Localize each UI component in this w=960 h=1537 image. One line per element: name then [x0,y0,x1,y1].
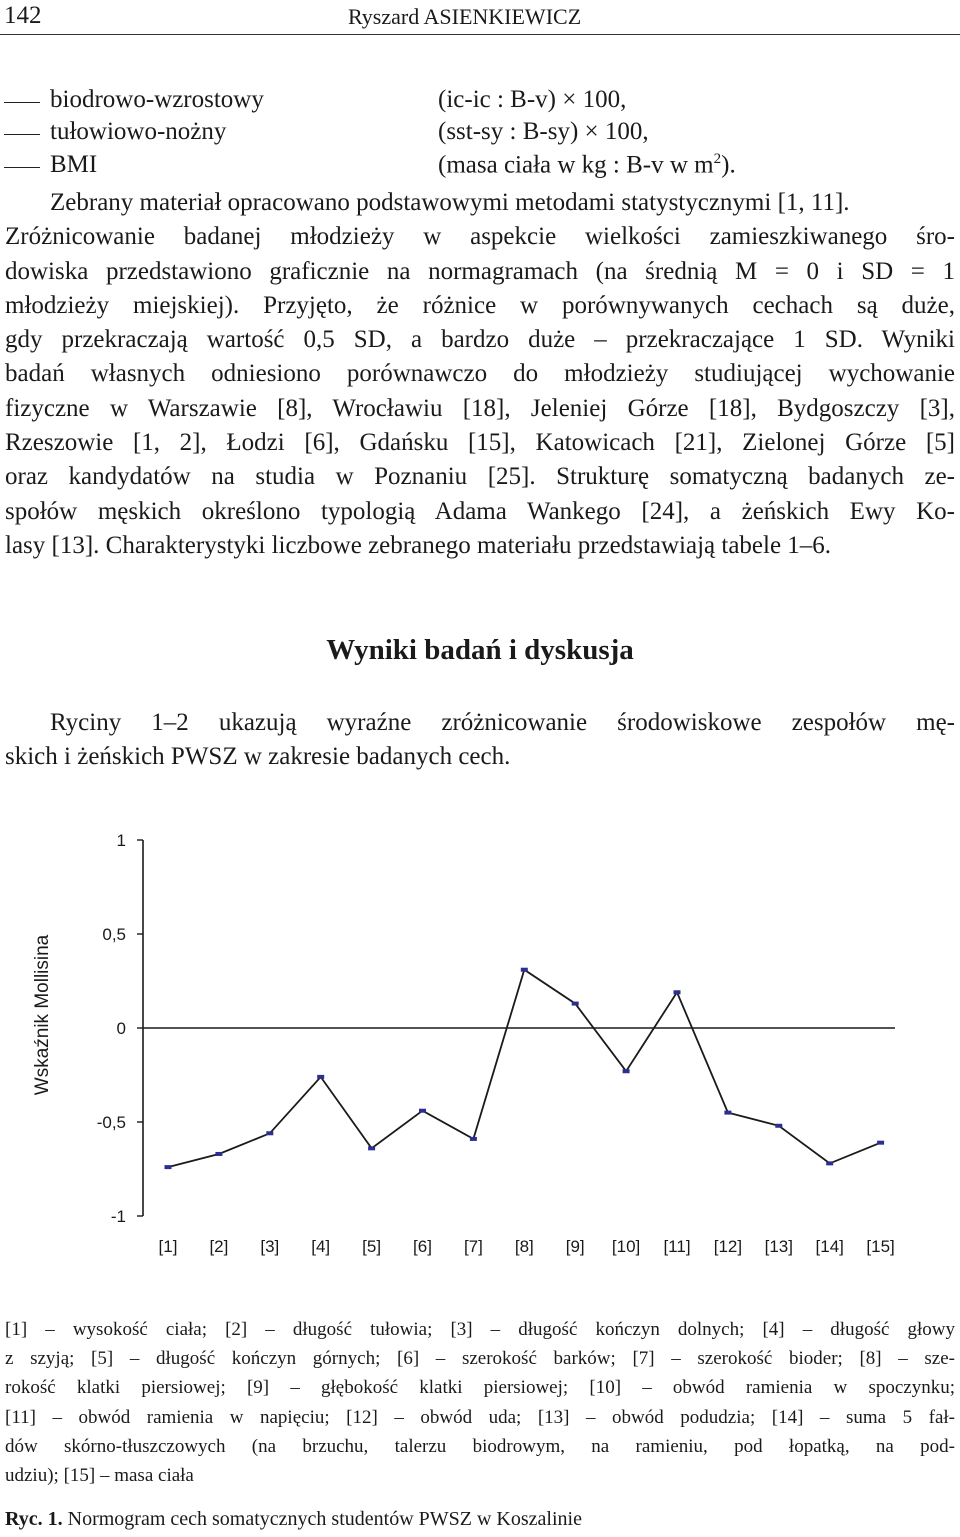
x-tick-label: [15] [866,1237,895,1256]
y-tick-label: 1 [116,831,126,850]
data-point [368,1146,375,1150]
legend-line: udziu); [15] – masa ciała [5,1465,194,1487]
chart-axes [143,840,895,1216]
normogram-chart [0,820,960,1270]
text-line: lasy [13]. Charakterystyki liczbowe zebranego materiału przedstawiają tabele 1–6. [5,531,832,559]
data-point [674,990,681,994]
x-tick-label: [4] [311,1237,331,1256]
data-point [572,1002,579,1006]
em-dash [4,167,40,168]
figure-caption-text: Normogram cech somatycznych studentów PWSZ w Koszalinie [67,1508,582,1530]
x-tick-label: [1] [158,1237,178,1256]
text-line: Zebrany materiał opracowano podstawowymi metodami statystycznymi [1, 11]. [50,189,850,216]
running-head: Ryszard ASIENKIEWICZ [348,4,582,29]
em-dash [4,102,40,103]
text-line: młodzieży miejskiej). Przyjęto, że różnice w porównywanych cechach są duże, [5,291,955,319]
formula-superscript: 2 [713,151,722,167]
figure-label: Ryc. 1. [5,1508,63,1530]
data-point [317,1075,324,1079]
x-tick-label: [13] [764,1237,793,1256]
x-tick-label: [9] [565,1237,585,1256]
formula-name: BMI [50,151,98,178]
x-tick-label: [2] [209,1237,229,1256]
y-tick-label: 0,5 [102,925,126,944]
x-tick-label: [5] [362,1237,382,1256]
series-markers [165,968,885,1169]
formula-name: tułowiowo-nożny [50,118,227,145]
text-line: społów męskich określono typologią Adama Wankego [24], a żeńskich Ewy Ko- [5,497,955,525]
page-header [0,0,960,37]
x-tick-label: [14] [815,1237,844,1256]
data-point [521,968,528,972]
body-paragraph [5,186,955,563]
data-point [165,1165,172,1169]
data-point [826,1161,833,1165]
x-tick-label: [11] [663,1237,691,1256]
formula-name: biodrowo-wzrostowy [50,86,264,113]
formula-expression-text: (masa ciała w kg : B-v w m [438,151,714,179]
data-point [266,1131,273,1135]
text-line: Zróżnicowanie badanej młodzieży w aspekcie wielkości zamieszkiwanego śro- [5,223,955,251]
data-point [470,1137,477,1141]
legend-line: dów skórno-tłuszczowych (na brzuchu, talerzu biodrowym, na ramieniu, pod łopatką, na pod- [5,1435,955,1457]
y-tick-label: -1 [110,1207,126,1226]
text-line: oraz kandydatów na studia w Poznaniu [25]. Strukturę somatyczną badanych ze- [5,463,955,491]
series-line [168,970,881,1167]
text-line: badań własnych odniesiono porównawczo do młodzieży studiującej wychowanie [5,360,955,388]
y-tick-label: 0 [116,1019,126,1038]
data-point [419,1109,426,1113]
y-axis-label: Wskaźnik Mollisina [32,934,53,1096]
figure-caption [5,1508,582,1531]
legend-line: [1] – wysokość ciała; [2] – długość tułowia; [3] – długość kończyn dolnych; [4] – długość głowy [5,1319,955,1340]
page-number: 142 [4,2,42,29]
text-line: skich i żeńskich PWSZ w zakresie badanych cech. [5,743,511,771]
data-point [775,1124,782,1128]
y-tick-label: -0,5 [96,1113,126,1132]
text-line: gdy przekraczają wartość 0,5 SD, a bardzo duże – przekraczające 1 SD. Wyniki [5,326,955,354]
em-dash [4,134,40,135]
legend-line: rokość klatki piersiowej; [9] – głębokość klatki piersiowej; [10] – obwód ramienia w spoczynku; [5,1377,955,1399]
legend-line: z szyją; [5] – długość kończyn górnych; [6] – szerokość barków; [7] – szerokość bioder; [8] – sze- [5,1348,955,1370]
series-polyline [168,970,881,1167]
x-axis-labels [159,1237,895,1256]
body-paragraph [5,706,955,775]
text-line: Rzeszowie [1, 2], Łodzi [6], Gdańsku [15], Katowicach [21], Zielonej Górze [5] [5,429,955,457]
data-point [623,1069,630,1073]
data-point [724,1111,731,1115]
x-tick-label: [12] [713,1237,743,1256]
header-rule [0,34,960,35]
data-point [215,1152,222,1156]
section-heading: Wyniki badań i dyskusja [326,634,634,666]
figure-legend [5,1315,955,1490]
y-axis-ticks [97,831,143,1226]
text-line: fizyczne w Warszawie [8], Wrocławiu [18], Jeleniej Górze [18], Bydgoszczy [3], [5,394,955,422]
formula-expression: (ic-ic : B-v) × 100, [438,86,627,113]
formula-expression [438,151,736,179]
x-tick-label: [3] [260,1237,280,1256]
text-line: dowiska przedstawiono graficznie na normagramach (na średnią M = 0 i SD = 1 [5,257,955,285]
x-tick-label: [6] [413,1237,432,1256]
legend-line: [11] – obwód ramienia w napięciu; [12] – obwód uda; [13] – obwód podudzia; [14] – suma 5 fał- [5,1406,955,1428]
x-tick-label: [10] [611,1237,641,1256]
data-point [877,1141,884,1145]
x-tick-label: [7] [463,1237,483,1256]
x-tick-label: [8] [514,1237,534,1256]
formula-expression: (sst-sy : B-sy) × 100, [438,118,649,145]
formula-expression-end: ). [721,151,736,179]
text-line: Ryciny 1–2 ukazują wyraźne zróżnicowanie środowiskowe zespołów mę- [50,709,955,736]
